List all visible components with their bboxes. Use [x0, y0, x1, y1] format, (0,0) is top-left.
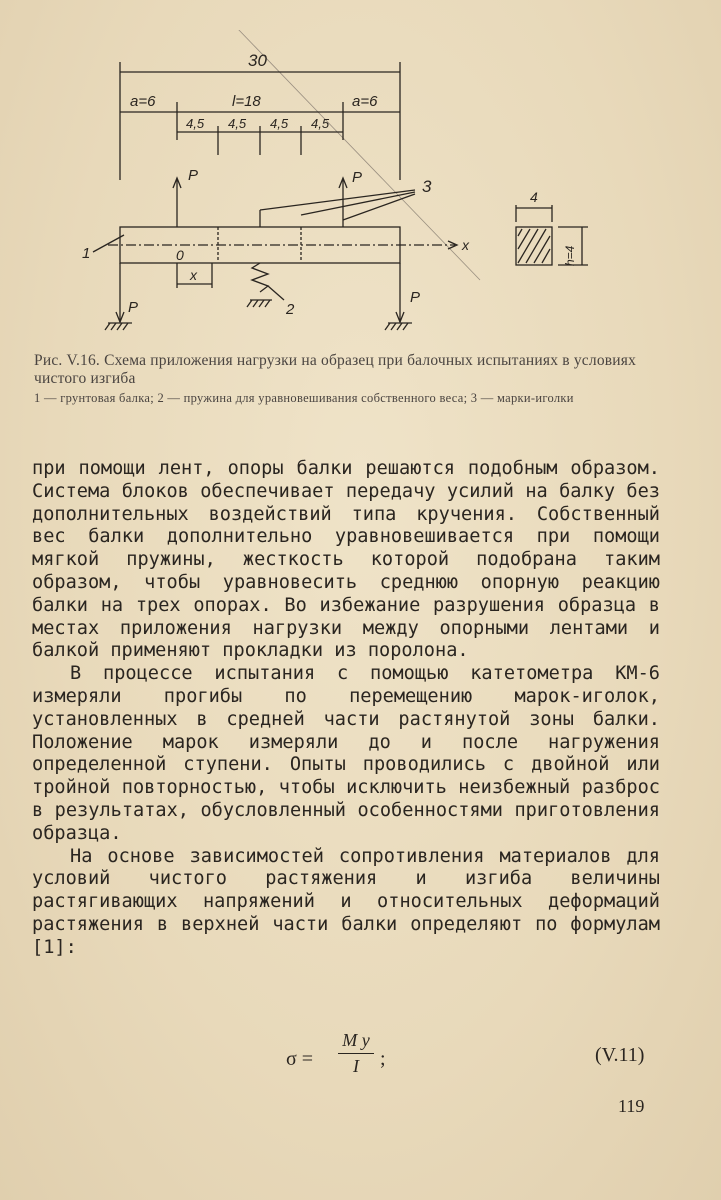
equation-number: (V.11) [595, 1044, 645, 1066]
dim-seg4-label: 4,5 [311, 116, 330, 131]
label-spring-2: 2 [286, 301, 295, 318]
reaction-p-left: P [128, 299, 139, 316]
formula-numerator: M y [338, 1030, 374, 1054]
dim-l-label: l=18 [232, 93, 261, 110]
label-origin-0: 0 [176, 247, 184, 263]
label-x-dim: x [190, 267, 197, 283]
figure-caption [34, 352, 674, 406]
formula-fraction [338, 1030, 374, 1077]
formula-denominator: I [353, 1056, 359, 1076]
dim-seg3-label: 4,5 [270, 116, 289, 131]
label-beam-1: 1 [82, 245, 91, 262]
formula-lhs: σ = [286, 1048, 314, 1070]
page-number: 119 [618, 1096, 645, 1116]
dim-seg1-label: 4,5 [186, 116, 205, 131]
beam-loading-diagram [60, 30, 620, 340]
dim-seg2-label: 4,5 [228, 116, 247, 131]
label-markers-3: 3 [422, 177, 432, 196]
body-text [32, 458, 660, 960]
reaction-p-right: P [410, 289, 421, 306]
label-x-axis: x [462, 237, 469, 253]
dim-total-label: 30 [248, 51, 267, 70]
load-p-top-left: P [188, 167, 199, 184]
section-width-label: 4 [530, 189, 538, 205]
section-height-label: h=4 [563, 245, 577, 266]
paragraph-3: На основе зависимостей сопротивления материалов для условий чистого растяжения и изгиба величины растягивающих напряжений и относительных деформаций растяжения в верхней части балки определяют по формулам [1]: [32, 845, 660, 958]
formula-v11 [0, 1030, 721, 1080]
formula-trailing: ; [380, 1048, 386, 1070]
load-p-top-right: P [352, 169, 363, 186]
paragraph-2: В процессе испытания с помощью катетометра КМ-6 измеряли прогибы по перемещению марок-иголок, установленных в средней части растянутой зоны балки. Положение марок измеряли до и после нагружения определенной ступени. Опыты проводились с двойной или тройной повторностью, чтобы исключить неизбежный разброс в результатах, обусловленный особенностями приготовления образца. [32, 663, 660, 844]
dim-a-right-label: a=6 [352, 93, 378, 110]
caption-legend: 1 — грунтовая балка; 2 — пружина для уравновешивания собственного веса; 3 — марки-иголки [34, 391, 574, 405]
caption-title: Рис. V.16. Схема приложения нагрузки на образец при балочных испытаниях в условиях чистого изгиба [34, 352, 637, 387]
dim-a-left-label: a=6 [130, 93, 156, 110]
paragraph-1: при помощи лент, опоры балки решаются подобным образом. Система блоков обеспечивает передачу усилий на балку без дополнительных воздействий типа кручения. Собственный вес балки дополнительно уравновешивается при помощи мягкой пружины, жесткость которой подобрана таким образом, чтобы уравновесить среднюю опорную реакцию балки на трех опорах. Во избежание разрушения образца в местах приложения нагрузки между опорными лентами и балкой применяют прокладки из поролона. [32, 458, 660, 662]
